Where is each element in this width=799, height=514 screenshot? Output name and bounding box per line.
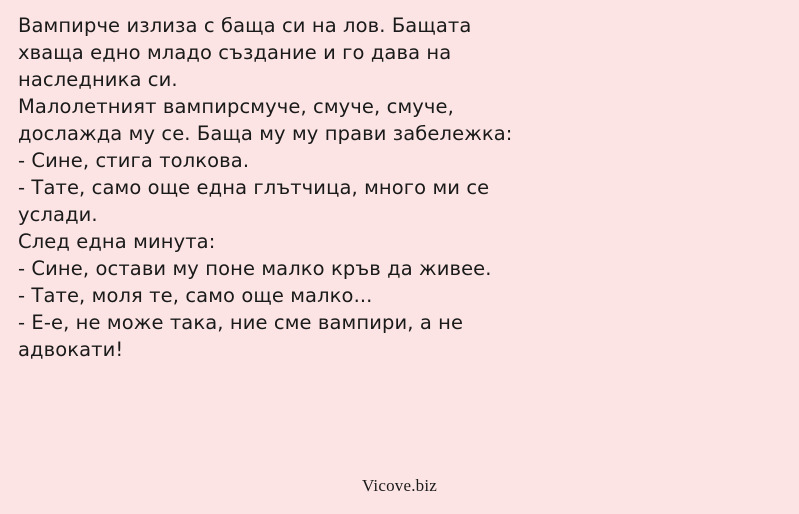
joke-line: Малолетният вампирсмуче, смуче, смуче, xyxy=(18,95,454,118)
joke-line: - Тате, само още една глътчица, много ми се xyxy=(18,176,490,199)
footer xyxy=(0,476,799,496)
joke-line: наследника си. xyxy=(18,68,178,91)
site-link[interactable]: Vicove.biz xyxy=(361,476,438,495)
joke-line: - Сине, стига толкова. xyxy=(18,149,250,172)
joke-line: - Тате, моля те, само още малко... xyxy=(18,284,373,307)
joke-line: услади. xyxy=(18,203,98,226)
joke-line: След една минута: xyxy=(18,230,216,253)
joke-text xyxy=(18,12,778,363)
joke-line: адвокати! xyxy=(18,338,124,361)
joke-line: - Сине, остави му поне малко кръв да живее. xyxy=(18,257,492,280)
joke-line: дослажда му се. Баща му му прави забележка: xyxy=(18,122,513,145)
joke-line: Вампирче излиза с баща си на лов. Бащата xyxy=(18,14,472,37)
joke-line: хваща едно младо създание и го дава на xyxy=(18,41,452,64)
joke-line: - Е-е, не може така, ние сме вампири, а не xyxy=(18,311,464,334)
